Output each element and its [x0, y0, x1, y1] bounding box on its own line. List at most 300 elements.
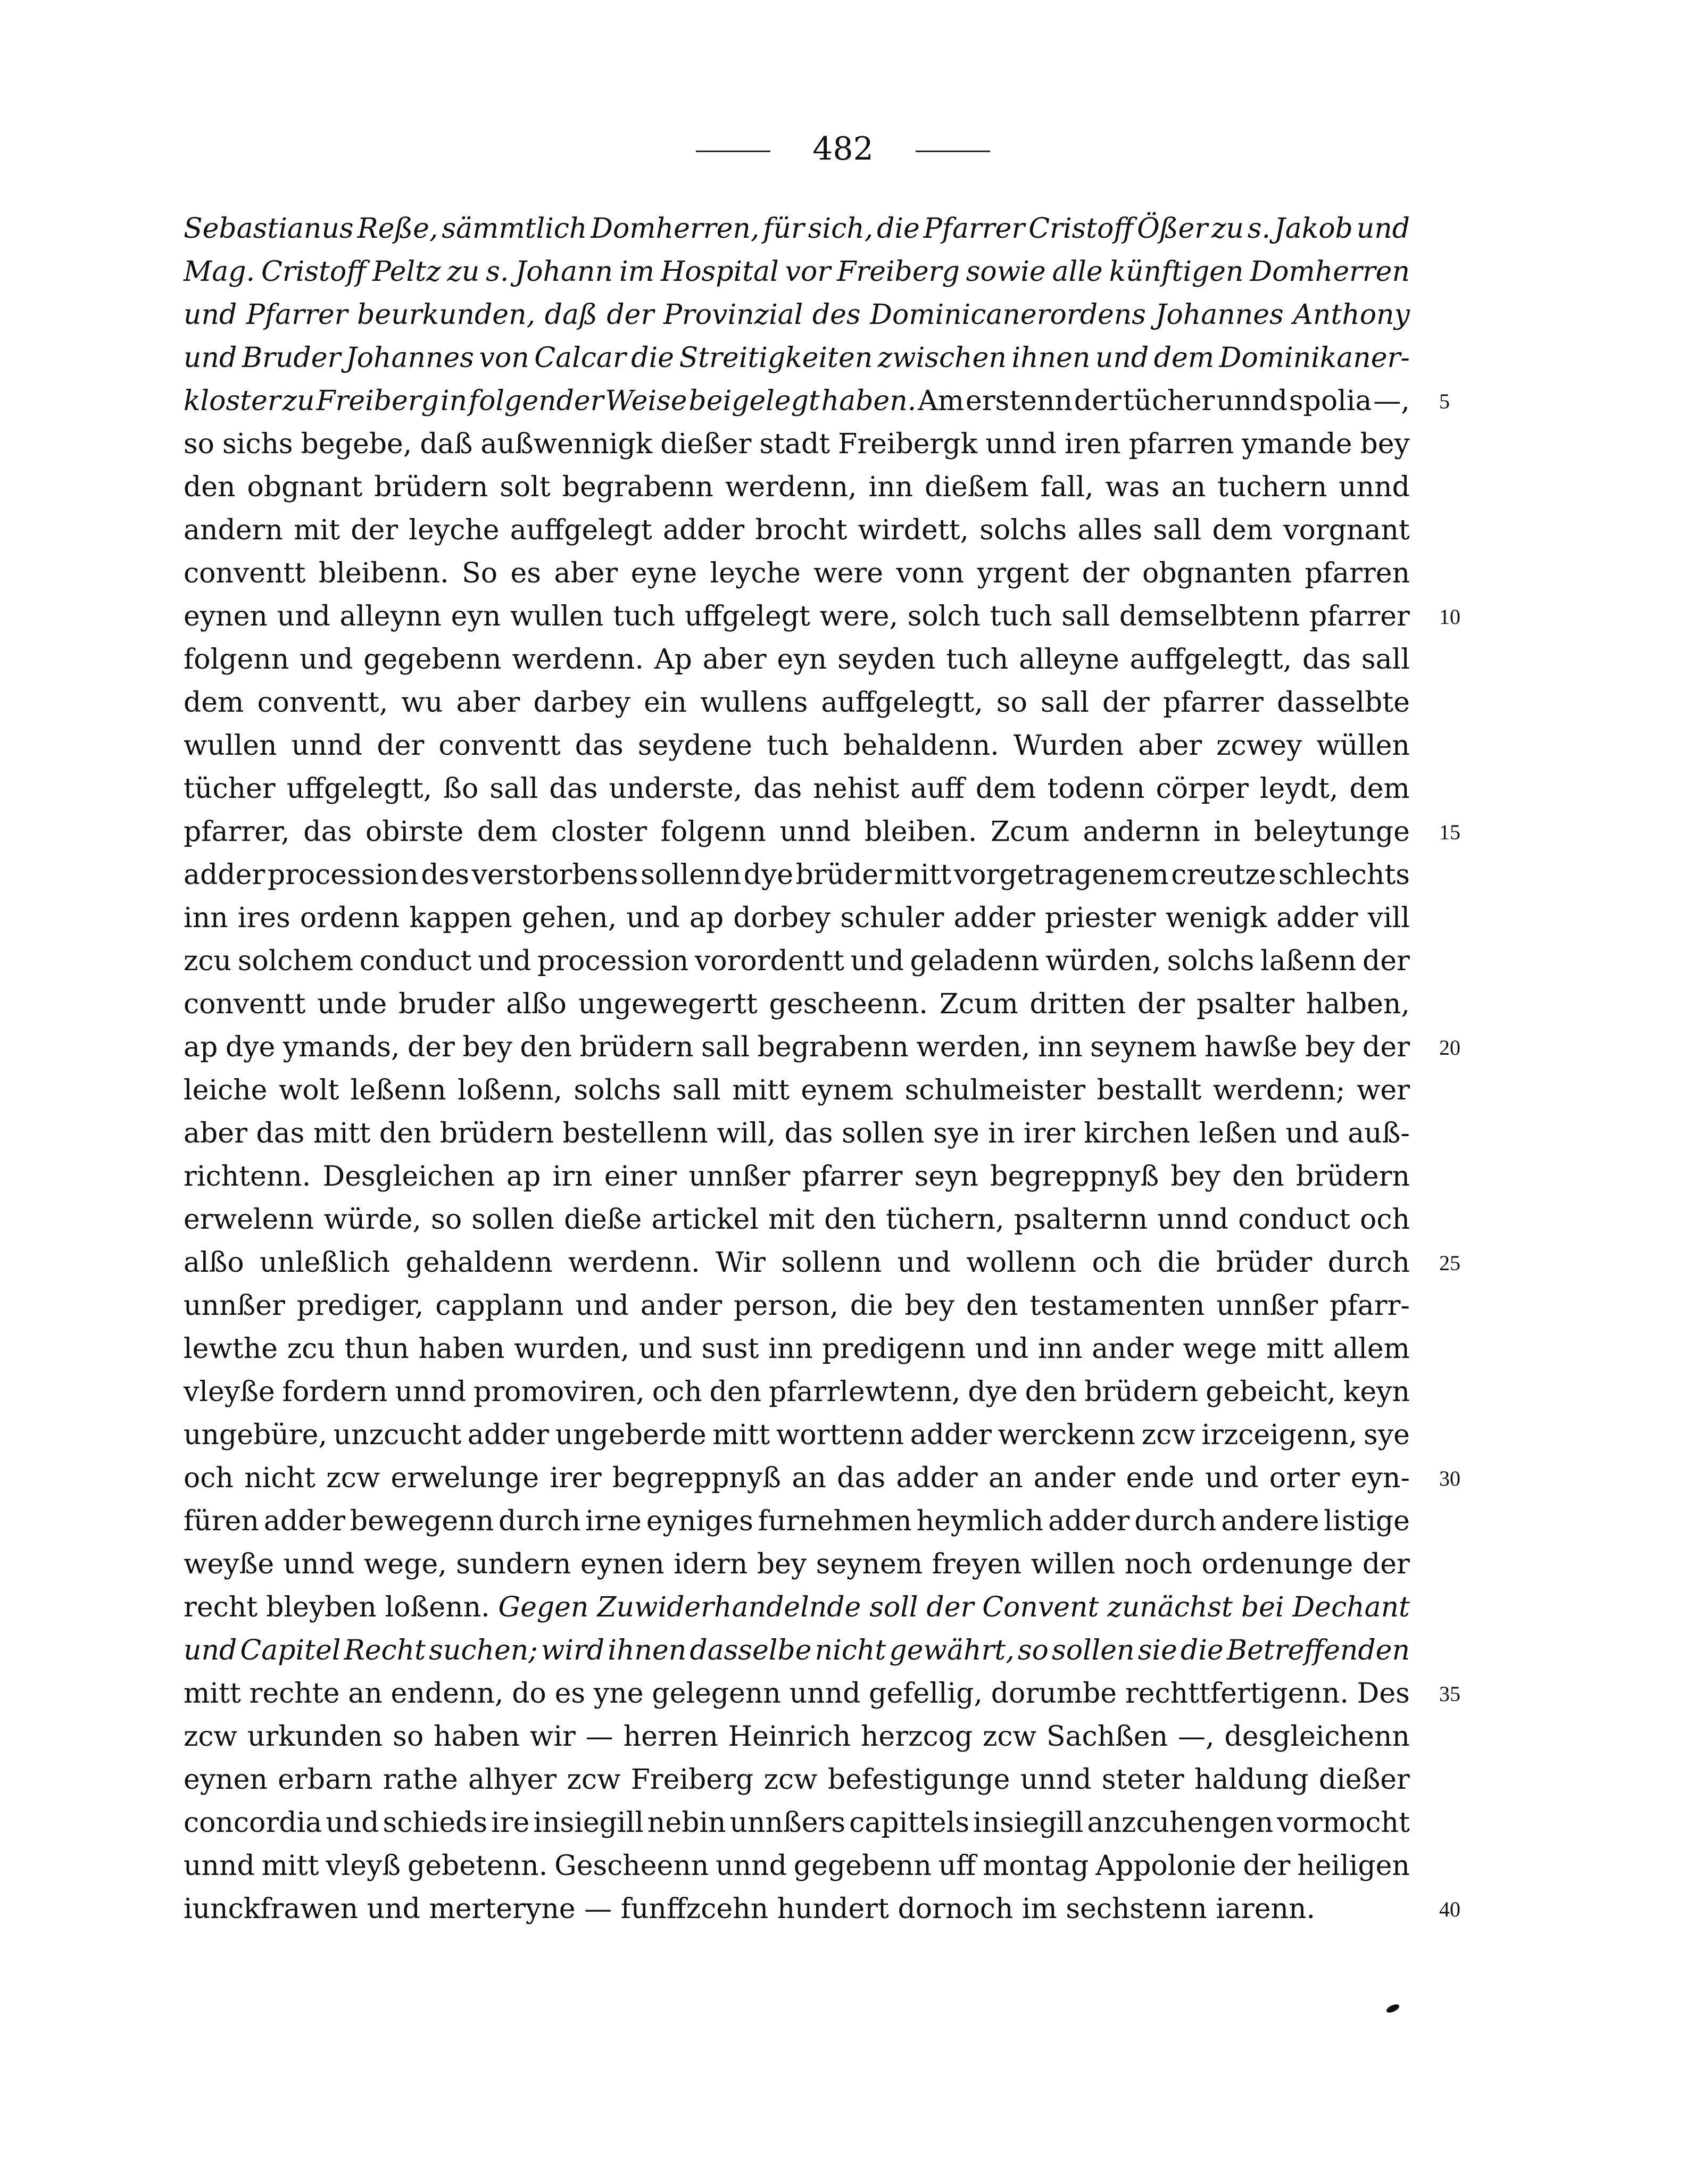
word: sall — [489, 773, 538, 805]
word: und — [184, 342, 237, 374]
word: und — [326, 1807, 379, 1839]
word: Mag. — [184, 256, 255, 288]
word: der — [1102, 687, 1150, 719]
word: so — [393, 1721, 424, 1753]
word: bey — [1170, 1161, 1220, 1193]
word: Sachßen — [1046, 1721, 1168, 1753]
word: worttenn — [776, 1419, 904, 1451]
word: sundern — [456, 1548, 571, 1580]
word: durch — [499, 1505, 581, 1537]
word: andernn — [1083, 816, 1200, 848]
word: Anthony — [1293, 299, 1410, 331]
word: erwelenn — [184, 1204, 314, 1236]
word: sämmtlich — [442, 213, 587, 245]
word: zwischen — [877, 342, 1007, 374]
word: im — [619, 256, 654, 288]
text-line — [184, 1586, 1410, 1629]
word: Cristoff — [1028, 213, 1134, 245]
word: artickel — [651, 1204, 759, 1236]
word: zcw — [1141, 1419, 1195, 1451]
word: erwelunge — [391, 1462, 539, 1494]
word: an — [348, 1678, 383, 1710]
word: gefellig, — [869, 1678, 983, 1710]
word: gebeicht, — [1206, 1376, 1336, 1408]
word: uff — [938, 1850, 976, 1882]
word: tuch — [767, 730, 829, 762]
word: solchs — [574, 1074, 661, 1106]
word: Johann — [515, 256, 613, 288]
word: insiegill — [973, 1807, 1084, 1839]
word: zcu — [287, 1333, 335, 1365]
word: ander — [640, 1290, 722, 1322]
word: beurkunden, — [357, 299, 536, 331]
word: iarenn. — [1216, 1893, 1316, 1925]
word: Zcum — [990, 816, 1069, 848]
word: adder — [896, 1462, 978, 1494]
word: die — [1157, 1247, 1201, 1279]
word: Ößer — [1137, 213, 1208, 245]
line-number: 30 — [1439, 1466, 1460, 1490]
text-line — [184, 638, 1410, 681]
text-line — [184, 1629, 1410, 1672]
word: unnßer — [1216, 1290, 1318, 1322]
word: ymands, — [283, 1031, 400, 1063]
text-line — [184, 466, 1410, 509]
word: adder — [1276, 902, 1358, 934]
word: und — [1205, 1462, 1259, 1494]
word: inn — [868, 471, 913, 503]
word: wege, — [363, 1548, 447, 1580]
word: daß — [420, 428, 473, 460]
word: sall — [1361, 644, 1410, 676]
word: wüllen — [1316, 730, 1410, 762]
word: zcwey — [1216, 730, 1302, 762]
word: würden, — [1045, 945, 1161, 977]
word: ein — [644, 687, 687, 719]
word: sall — [1061, 601, 1110, 632]
word: heymlich — [916, 1505, 1044, 1537]
word: —, — [1178, 1721, 1215, 1753]
word: Johannes — [345, 342, 474, 374]
word: der — [1243, 1850, 1291, 1882]
word: es — [510, 557, 541, 589]
word: verstorbens — [471, 859, 638, 891]
word: demselbtenn — [1119, 601, 1300, 632]
header-rule-right — [916, 151, 990, 152]
word: vleyß — [326, 1850, 401, 1882]
word: andern — [184, 514, 283, 546]
word: unnd — [716, 1850, 787, 1882]
word: begrabenn — [757, 1031, 909, 1063]
word: pfarren — [1128, 428, 1234, 460]
word: solch — [907, 601, 981, 632]
word: ander — [1033, 1462, 1116, 1494]
text-line — [184, 1414, 1410, 1457]
word: in — [440, 385, 467, 417]
word: von — [479, 342, 529, 374]
word: unzcucht — [333, 1419, 462, 1451]
word: außwennigk — [480, 428, 653, 460]
word: dem — [1349, 773, 1410, 805]
word: in — [988, 1118, 1015, 1149]
word: wenigk — [1165, 902, 1267, 934]
word: stadt — [759, 428, 830, 460]
word: vorgnant — [1283, 514, 1410, 546]
word: nebin — [647, 1807, 726, 1839]
word: bleiben. — [864, 816, 977, 848]
word: conduct — [1238, 1204, 1350, 1236]
text-line — [184, 940, 1410, 983]
word: procession — [537, 945, 689, 977]
word: eyn — [451, 601, 501, 632]
word: Wir — [715, 1247, 766, 1279]
word: tüchern, — [885, 1204, 1004, 1236]
line-number: 10 — [1439, 605, 1460, 629]
word: Pfarrer — [246, 299, 348, 331]
word: schuler — [840, 902, 944, 934]
word: das — [837, 1462, 886, 1494]
word: Dechant — [1292, 1591, 1410, 1623]
word: was — [1105, 471, 1160, 503]
word: im — [1021, 1893, 1057, 1925]
word: inn — [1037, 1031, 1083, 1063]
word: Zuwiderhandelnde — [597, 1591, 861, 1623]
word: dem — [184, 687, 244, 719]
word: prediger, — [296, 1290, 424, 1322]
word: procession — [267, 859, 419, 891]
word: der — [1362, 945, 1410, 977]
word: ires — [237, 902, 290, 934]
word: yrgent — [977, 557, 1069, 589]
word: sie — [1137, 1635, 1177, 1666]
word: sollenn — [641, 859, 742, 891]
word: befestigunge — [827, 1764, 1010, 1796]
word: beleytunge — [1254, 816, 1410, 848]
word: sall — [1153, 514, 1202, 546]
text-line — [184, 1285, 1410, 1328]
word: furnehmen — [758, 1505, 912, 1537]
word: irer — [1023, 1118, 1075, 1149]
text-line — [184, 1069, 1410, 1112]
word: Freibergk — [838, 428, 978, 460]
word: auffgelegt — [510, 514, 652, 546]
text-line — [184, 768, 1410, 811]
word: eynen — [184, 1764, 268, 1796]
word: auffgelegtt, — [1129, 644, 1292, 676]
text-line — [184, 1371, 1410, 1414]
word: conventt — [184, 988, 306, 1020]
word: zcw — [983, 1721, 1037, 1753]
word: und — [367, 1893, 420, 1925]
word: die — [877, 213, 920, 245]
word: Cristoff — [261, 256, 367, 288]
word: auß- — [1348, 1118, 1410, 1149]
word: alleyne — [1019, 644, 1119, 676]
word: Desgleichen — [322, 1161, 495, 1193]
word: herzcog — [860, 1721, 973, 1753]
word: leyche — [409, 514, 500, 546]
word: der — [926, 1591, 974, 1623]
word: ap — [184, 1031, 218, 1063]
word: todenn — [1047, 773, 1145, 805]
word: merteryne — [429, 1893, 576, 1925]
word: underste, — [609, 773, 743, 805]
word: würde, — [323, 1204, 421, 1236]
word: gewährt, — [889, 1635, 1015, 1666]
word: bey — [757, 1548, 807, 1580]
word: unnßer — [688, 1161, 791, 1193]
word: mitt — [894, 859, 952, 891]
word: gehen, — [521, 902, 617, 934]
word: dießer — [1318, 1764, 1410, 1796]
word: es — [554, 1678, 586, 1710]
word: vleyße — [184, 1376, 275, 1408]
word: pfarrer — [1162, 687, 1264, 719]
word: Provinzial — [663, 299, 803, 331]
text-line — [184, 207, 1410, 251]
word: Ap — [654, 644, 692, 676]
word: adder — [663, 514, 745, 546]
word: endenn, — [391, 1678, 504, 1710]
word: und — [638, 1333, 693, 1365]
word: der — [1074, 385, 1122, 417]
text-line — [184, 1500, 1410, 1543]
word: wer — [1356, 1074, 1410, 1106]
word: der — [607, 299, 654, 331]
word: allem — [1333, 1333, 1410, 1365]
word: freyen — [932, 1548, 1022, 1580]
word: Peltz — [372, 256, 441, 288]
word: dießer — [660, 428, 752, 460]
word: einer — [604, 1161, 677, 1193]
word: begreppnyß — [612, 1462, 782, 1494]
word: ungeberde — [555, 1419, 707, 1451]
word: capplann — [435, 1290, 564, 1322]
word: conduct — [359, 945, 472, 977]
word: funffzcehn — [620, 1893, 769, 1925]
word: solchs — [979, 514, 1067, 546]
word: Dominikaner- — [1219, 342, 1410, 374]
word: brüder — [795, 859, 892, 891]
word: adder — [184, 859, 265, 891]
word: Johannes — [1155, 299, 1284, 331]
word: und — [575, 1290, 629, 1322]
word: unnd — [291, 730, 363, 762]
word: bestallt — [1097, 1074, 1202, 1106]
word: nicht — [815, 1635, 886, 1666]
word: bestellenn — [562, 1118, 708, 1149]
word: alhyer — [468, 1764, 557, 1796]
word: und — [850, 945, 904, 977]
word: ende — [1126, 1462, 1194, 1494]
word: noch — [1124, 1548, 1193, 1580]
word: schlechts — [1278, 859, 1410, 891]
word: pfarren — [1305, 557, 1410, 589]
word: ordenunge — [1201, 1548, 1353, 1580]
word: och — [1360, 1204, 1410, 1236]
word: brüdern — [374, 471, 488, 503]
word: Jakob — [1274, 213, 1353, 245]
word: irer — [550, 1462, 602, 1494]
word: unnd — [1339, 471, 1410, 503]
word: unnd — [985, 428, 1057, 460]
word: ihnen — [608, 1635, 687, 1666]
word: rechte — [249, 1678, 340, 1710]
word: dem — [975, 773, 1036, 805]
word: seydene — [637, 730, 752, 762]
word: bleyben — [266, 1591, 377, 1623]
word: durch — [1327, 1247, 1410, 1279]
word: ordenn — [300, 902, 400, 934]
text-line — [184, 423, 1410, 466]
word: geladenn — [910, 945, 1040, 977]
word: den — [1025, 1376, 1077, 1408]
text-line — [184, 681, 1410, 724]
word: urkunden — [247, 1721, 383, 1753]
text-line — [184, 595, 1460, 638]
word: cörper — [1156, 773, 1249, 805]
word: brocht — [755, 514, 848, 546]
text-line — [184, 1457, 1460, 1500]
word: solt — [500, 471, 551, 503]
word: sall — [1040, 687, 1089, 719]
word: Zcum — [939, 988, 1018, 1020]
word: künftigen — [1109, 256, 1244, 288]
word: behaldenn. — [843, 730, 999, 762]
word: fordern — [282, 1376, 388, 1408]
word: unnd — [779, 816, 851, 848]
word: desgleichenn — [1224, 1721, 1410, 1753]
word: folgenn — [660, 816, 766, 848]
word: pfarrer — [802, 1161, 903, 1193]
word: Des — [1357, 1678, 1410, 1710]
word: uffgelegtt, — [286, 773, 433, 805]
word: dye — [225, 1031, 276, 1063]
word: zcw — [326, 1462, 380, 1494]
word: gegebenn — [363, 644, 502, 676]
word: Recht — [344, 1635, 426, 1666]
word: solchs — [1167, 945, 1255, 977]
word: zu — [1211, 213, 1244, 245]
word: irne — [585, 1505, 642, 1537]
word: der — [1362, 1548, 1410, 1580]
text-line — [184, 294, 1410, 337]
word: das — [575, 730, 624, 762]
word: dem — [1153, 342, 1215, 374]
word: bei — [1241, 1591, 1284, 1623]
word: dornoch — [898, 1893, 1014, 1925]
word: und — [184, 299, 237, 331]
word: aber — [456, 687, 520, 719]
word: auff — [910, 773, 965, 805]
word: herren — [623, 1721, 718, 1753]
word: orter — [1269, 1462, 1340, 1494]
word: das — [549, 773, 598, 805]
word: bleibenn. — [318, 557, 449, 589]
word: und — [975, 1333, 1029, 1365]
word: sowie — [966, 256, 1046, 288]
word: ap — [506, 1161, 541, 1193]
word: seynem — [816, 1548, 923, 1580]
word: wir — [529, 1721, 576, 1753]
word: Dominicanerordens — [870, 299, 1146, 331]
word: mitt — [184, 1678, 241, 1710]
word: brüder — [1216, 1247, 1313, 1279]
word: obirste — [365, 816, 464, 848]
word: dem — [1212, 514, 1273, 546]
word: unleßlich — [260, 1247, 391, 1279]
word: adder — [1048, 1505, 1130, 1537]
word: irn — [552, 1161, 593, 1193]
text-line — [184, 811, 1460, 854]
word: bruder — [398, 988, 495, 1020]
text-line — [184, 983, 1410, 1026]
word: dieße — [564, 1204, 642, 1236]
word: den — [1232, 1161, 1284, 1193]
word: in — [1214, 816, 1241, 848]
word: conventt — [438, 730, 561, 762]
word: brüdern — [1084, 1376, 1199, 1408]
word: lewthe — [184, 1333, 278, 1365]
word: gebetenn. — [407, 1850, 548, 1882]
header-rule-left — [696, 151, 770, 152]
word: were, — [819, 601, 899, 632]
text-line — [184, 1888, 1460, 1931]
word: so — [184, 428, 214, 460]
word: eyn- — [1350, 1462, 1410, 1494]
word: der — [351, 514, 398, 546]
word: den — [824, 1204, 876, 1236]
word: und — [478, 945, 531, 977]
word: zu — [282, 385, 315, 417]
word: sollen — [1052, 1635, 1135, 1666]
word: wu — [401, 687, 443, 719]
word: sich, — [808, 213, 874, 245]
word: hundert — [777, 1893, 889, 1925]
text-line — [184, 1845, 1410, 1888]
word: das — [784, 1118, 833, 1149]
word: tücher — [1123, 385, 1215, 417]
word: Domherren, — [591, 213, 760, 245]
word: dritten — [1029, 988, 1126, 1020]
word: pfarrer, — [184, 816, 290, 848]
word: tuch — [990, 601, 1052, 632]
word: erbarn — [278, 1764, 373, 1796]
word: dasselbe — [690, 1635, 812, 1666]
text-line — [184, 1155, 1410, 1198]
word: Freiberg — [630, 1764, 754, 1796]
word: — — [585, 1721, 613, 1753]
word: ungewegertt — [578, 988, 758, 1020]
word: soll — [869, 1591, 918, 1623]
text-line — [184, 1026, 1460, 1069]
word: listige — [1324, 1505, 1410, 1537]
word: den — [709, 1376, 762, 1408]
word: bewegenn — [350, 1505, 494, 1537]
word: beigelegt — [688, 385, 820, 417]
word: uffgelegt — [684, 601, 810, 632]
word: willen — [1031, 1548, 1116, 1580]
word: bey — [1360, 428, 1410, 460]
word: inn — [1037, 1333, 1083, 1365]
word: zcw — [184, 1721, 238, 1753]
word: yne — [593, 1678, 644, 1710]
word: s. — [486, 256, 509, 288]
word: alßo — [184, 1247, 244, 1279]
word: sall — [701, 1031, 750, 1063]
word: daß — [544, 299, 597, 331]
word: auffgelegtt, — [821, 687, 983, 719]
